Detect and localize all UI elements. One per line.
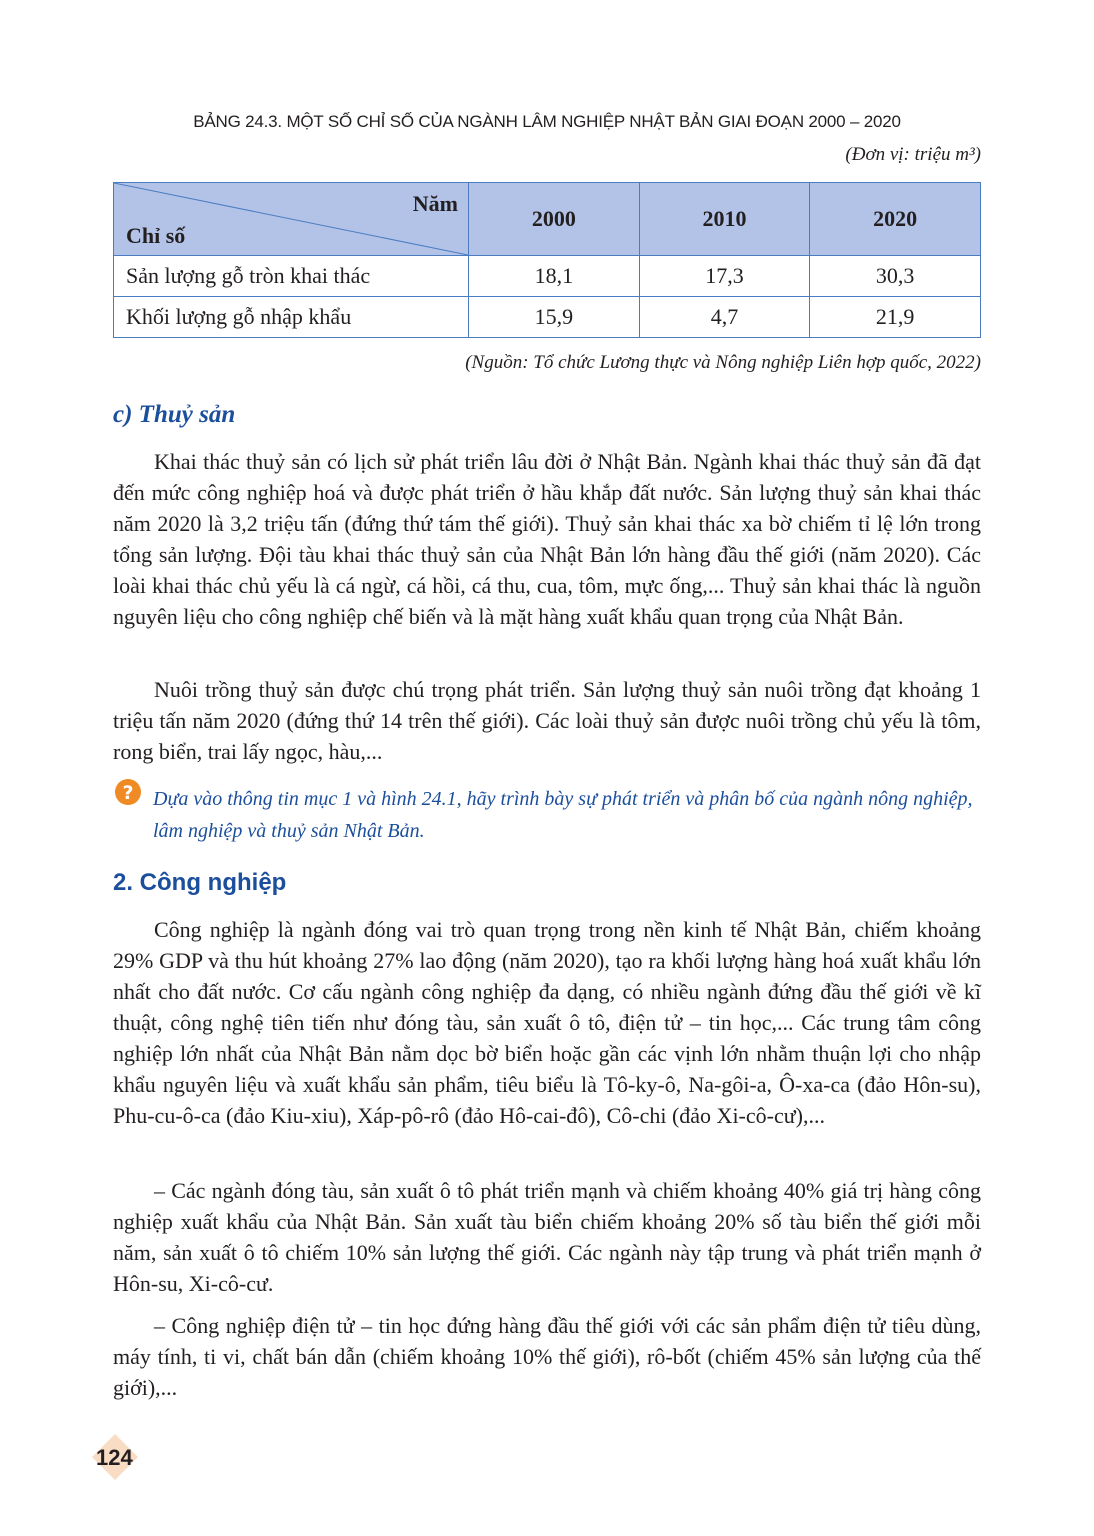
section-heading-fisheries: c) Thuỷ sản: [113, 401, 236, 428]
table-header-row: [114, 183, 981, 256]
header-year: 2000: [469, 183, 640, 256]
table-cell: 4,7: [639, 297, 810, 338]
table-cell: 21,9: [810, 297, 981, 338]
paragraph-fisheries-1: Khai thác thuỷ sản có lịch sử phát triển lâu đời ở Nhật Bản. Ngành khai thác thuỷ sản đã đạt đến mức công nghiệp hoá và được phát triển ở hầu khắp đất nước. Sản lượng thuỷ sản khai thác năm 2020 là 3,2 triệu tấn (đứng thứ tám thế giới). Thuỷ sản khai thác xa bờ chiếm tỉ lệ lớn trong tổng sản lượng. Đội tàu khai thác thuỷ sản của Nhật Bản lớn hàng đầu thế giới (năm 2020). Các loài khai thác chủ yếu là cá ngừ, cá hồi, cá thu, cua, tôm, mực ống,... Thuỷ sản khai thác là nguồn nguyên liệu cho công nghiệp chế biến và là mặt hàng xuất khẩu quan trọng của Nhật Bản.: [113, 449, 981, 629]
table-row: [114, 256, 981, 297]
table-cell: 30,3: [810, 256, 981, 297]
table-title: BẢNG 24.3. MỘT SỐ CHỈ SỐ CỦA NGÀNH LÂM NGHIỆP NHẬT BẢN GIAI ĐOẠN 2000 – 2020: [193, 112, 901, 131]
header-year-label: Năm: [412, 191, 458, 216]
page-number: 124: [96, 1445, 133, 1470]
question-icon: [114, 778, 142, 806]
row-label: Sản lượng gỗ tròn khai thác: [114, 256, 469, 297]
row-label: Khối lượng gỗ nhập khẩu: [114, 297, 469, 338]
table-cell: 17,3: [639, 256, 810, 297]
question-text: Dựa vào thông tin mục 1 và hình 24.1, hãy trình bày sự phát triển và phân bố của ngành nông nghiệp, lâm nghiệp và thuỷ sản Nhật Bản.: [153, 788, 973, 842]
paragraph-fisheries-2: Nuôi trồng thuỷ sản được chú trọng phát triển. Sản lượng thuỷ sản nuôi trồng đạt khoảng 1 triệu tấn năm 2020 (đứng thứ 14 trên thế giới). Các loài thuỷ sản được nuôi trồng chủ yếu là tôm, rong biển, trai lấy ngọc, hàu,...: [113, 677, 981, 764]
paragraph-industry-2: – Các ngành đóng tàu, sản xuất ô tô phát triển mạnh và chiếm khoảng 40% giá trị hàng công nghiệp xuất khẩu của Nhật Bản. Sản xuất tàu biển chiếm khoảng 20% số tàu biển thế giới mỗi năm, sản xuất ô tô chiếm 10% sản lượng thế giới. Các ngành này tập trung và phát triển mạnh ở Hôn-su, Xi-cô-cư.: [113, 1178, 981, 1296]
header-year: 2010: [639, 183, 810, 256]
svg-text:?: ?: [122, 782, 134, 804]
header-year: 2020: [810, 183, 981, 256]
paragraph-industry-1: Công nghiệp là ngành đóng vai trò quan trọng trong nền kinh tế Nhật Bản, chiếm khoảng 29% GDP và thu hút khoảng 27% lao động (năm 2020), tạo ra khối lượng hàng hoá xuất khẩu lớn nhất cho đất nước. Cơ cấu ngành công nghiệp đa dạng, có nhiều ngành đứng đầu thế giới về kĩ thuật, công nghệ tiên tiến như đóng tàu, sản xuất ô tô, điện tử – tin học,... Các trung tâm công nghiệp lớn nhất của Nhật Bản nằm dọc bờ biển hoặc gần các vịnh lớn nhằm thuận lợi cho nhập khẩu nguyên liệu và xuất khẩu sản phẩm, tiêu biểu là Tô-ky-ô, Na-gôi-a, Ô-xa-ca (đảo Hôn-su), Phu-cu-ô-ca (đảo Kiu-xiu), Xáp-pô-rô (đảo Hô-cai-đô), Cô-chi (đảo Xi-cô-cư),...: [113, 917, 981, 1128]
table-unit: (Đơn vị: triệu m³): [845, 144, 981, 165]
table-cell: 18,1: [469, 256, 640, 297]
table-source: (Nguồn: Tổ chức Lương thực và Nông nghiệp Liên hợp quốc, 2022): [465, 352, 981, 373]
table-cell: 15,9: [469, 297, 640, 338]
paragraph-industry-3: – Công nghiệp điện tử – tin học đứng hàng đầu thế giới với các sản phẩm điện tử tiêu dùng, máy tính, ti vi, chất bán dẫn (chiếm khoảng 10% thế giới), rô-bốt (chiếm 45% sản lượng của thế giới),...: [113, 1313, 981, 1400]
table-corner-header: [114, 183, 469, 256]
section-heading-industry: 2. Công nghiệp: [113, 869, 287, 896]
data-table: [113, 182, 981, 338]
header-index-label: Chỉ số: [126, 223, 186, 248]
table-row: [114, 297, 981, 338]
